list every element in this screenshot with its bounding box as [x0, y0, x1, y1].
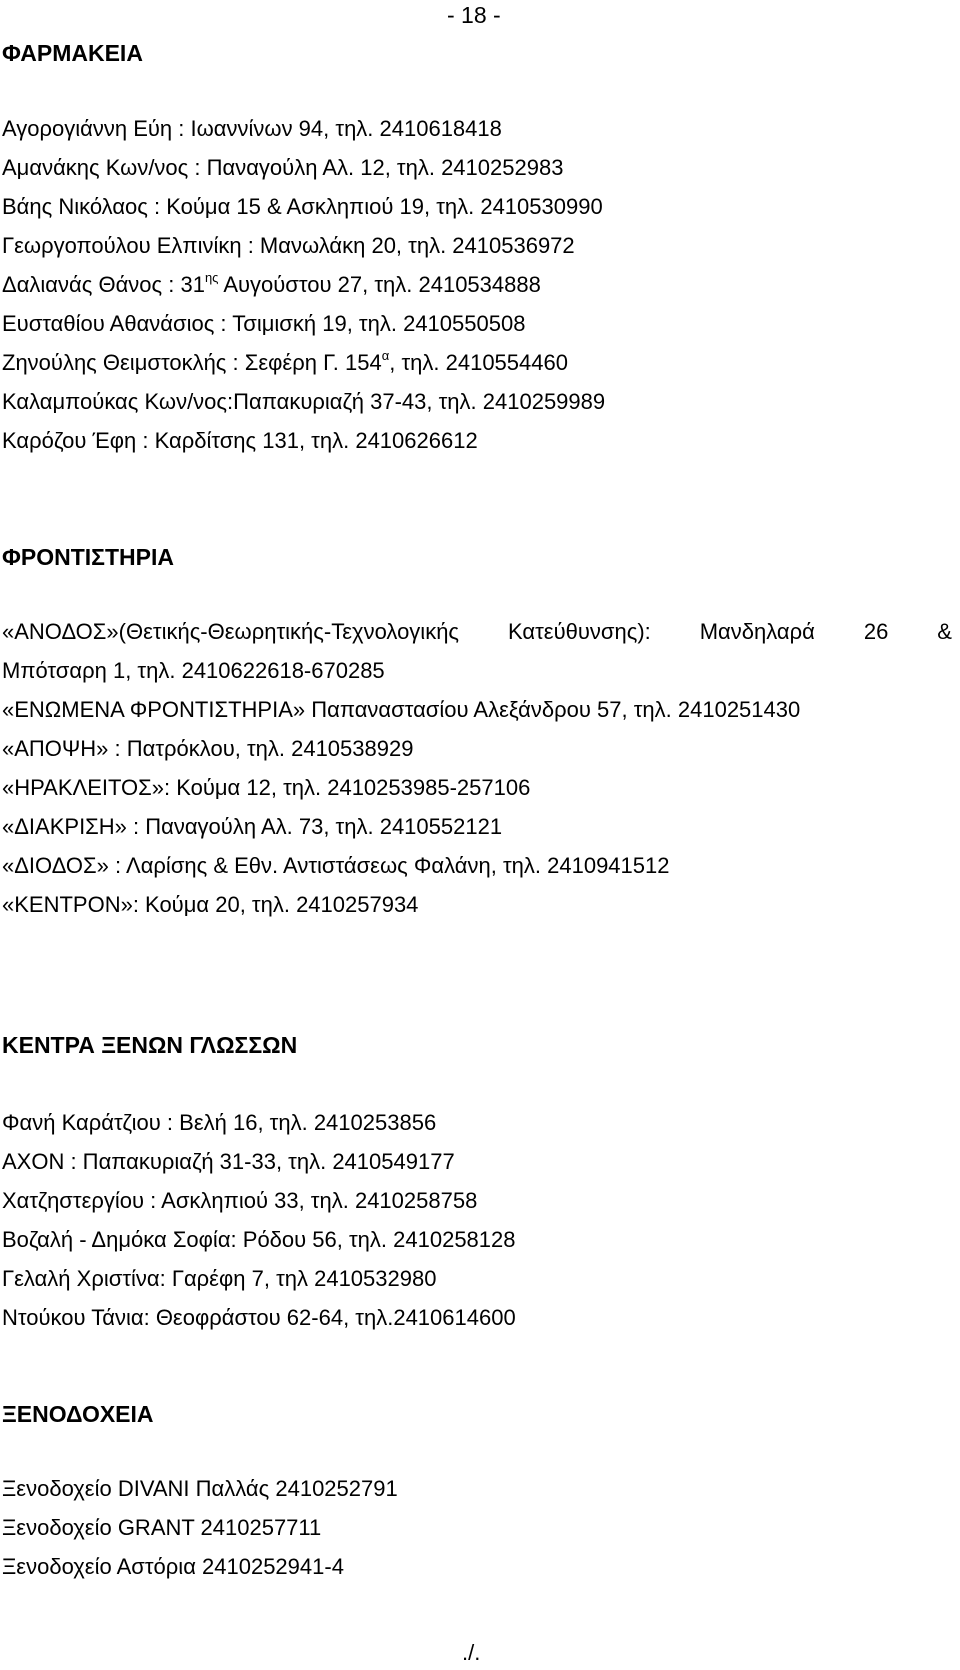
superscript: ης — [204, 270, 219, 285]
list-item: Ξενοδοχείο DIVANI Παλλάς 2410252791 — [2, 1476, 398, 1501]
list-item: Ξενοδοχείο GRANT 2410257711 — [2, 1515, 322, 1540]
list-item: Αμανάκης Κων/νος : Παναγούλη Αλ. 12, τηλ. 2410252983 — [2, 155, 564, 180]
tutoring-list — [2, 612, 952, 924]
list-item: Χατζηστεργίου : Ασκληπιού 33, τηλ. 2410258758 — [2, 1188, 478, 1213]
list-item: Ευσταθίου Αθανάσιος : Τσιμισκή 19, τηλ. 2410550508 — [2, 311, 526, 336]
list-item: Ξενοδοχείο Αστόρια 2410252941-4 — [2, 1554, 344, 1579]
list-item: Γελαλή Χριστίνα: Γαρέφη 7, τηλ 2410532980 — [2, 1266, 437, 1291]
list-item: «ΗΡΑΚΛΕΙΤΟΣ»: Κούμα 12, τηλ. 2410253985-257106 — [2, 775, 531, 800]
pharmacies-list — [2, 109, 605, 460]
list-item: Ντούκου Τάνια: Θεοφράστου 62-64, τηλ.2410614600 — [2, 1305, 516, 1330]
list-item: «ΚΕΝΤΡΟΝ»: Κούμα 20, τηλ. 2410257934 — [2, 892, 419, 917]
list-item: «ΑΠΟΨΗ» : Πατρόκλου, τηλ. 2410538929 — [2, 736, 414, 761]
list-item: «ΔΙΑΚΡΙΣΗ» : Παναγούλη Αλ. 73, τηλ. 2410552121 — [2, 814, 503, 839]
list-item: ΑΧΟΝ : Παπακυριαζή 31-33, τηλ. 2410549177 — [2, 1149, 455, 1174]
language-centers-list — [2, 1103, 516, 1337]
list-item: «ΔΙΟΔΟΣ» : Λαρίσης & Εθν. Αντιστάσεως Φαλάνη, τηλ. 2410941512 — [2, 853, 670, 878]
list-item: Βάης Νικόλαος : Κούμα 15 & Ασκληπιού 19, τηλ. 2410530990 — [2, 194, 603, 219]
list-item: Γεωργοπούλου Ελπινίκη : Μανωλάκη 20, τηλ. 2410536972 — [2, 233, 575, 258]
list-item: Καλαμπούκας Κων/νος:Παπακυριαζή 37-43, τηλ. 2410259989 — [2, 389, 606, 414]
list-item: Βοζαλή - Δημόκα Σοφία: Ρόδου 56, τηλ. 2410258128 — [2, 1227, 516, 1252]
superscript: α — [381, 348, 390, 363]
list-item: Ζηνούλης Θειμστοκλής : Σεφέρη Γ. $154^\alpha$, τηλ. 2410554460 — [2, 348, 568, 375]
list-item: Δαλιανάς Θάνος : $31^{\eta\varsigma}$ Αυγούστου 27, τηλ. 2410534888 — [2, 270, 541, 297]
list-item — [2, 612, 952, 651]
section-title-pharmacies: ΦΑΡΜΑΚΕΙΑ — [2, 40, 143, 66]
list-item: Αγορογιάννη Εύη : Ιωαννίνων 94, τηλ. 2410618418 — [2, 116, 502, 141]
justified-first-line: «ΑΝΟΔΟΣ»(Θετικής-Θεωρητικής-Τεχνολογικής Κατεύθυνσης): Μανδηλαρά 26 & — [2, 619, 952, 644]
section-title-language-centers: ΚΕΝΤΡΑ ΞΕΝΩΝ ΓΛΩΣΣΩΝ — [2, 1032, 298, 1058]
page-number: - 18 - — [447, 2, 501, 28]
section-title-tutoring: ΦΡΟΝΤΙΣΤΗΡΙΑ — [2, 544, 174, 570]
hotels-list — [2, 1469, 398, 1586]
list-item-continuation: Μπότσαρη 1, τηλ. 2410622618-670285 — [2, 658, 385, 683]
section-title-hotels: ΞΕΝΟΔΟΧΕΙΑ — [2, 1401, 154, 1427]
end-mark: ./. — [462, 1640, 481, 1665]
list-item: Φανή Καράτζιου : Βελή 16, τηλ. 2410253856 — [2, 1110, 437, 1135]
list-item: Καρόζου Έφη : Καρδίτσης 131, τηλ. 2410626612 — [2, 428, 478, 453]
list-item: «ΕΝΩΜΕΝΑ ΦΡΟΝΤΙΣΤΗΡΙΑ» Παπαναστασίου Αλεξάνδρου 57, τηλ. 2410251430 — [2, 697, 801, 722]
